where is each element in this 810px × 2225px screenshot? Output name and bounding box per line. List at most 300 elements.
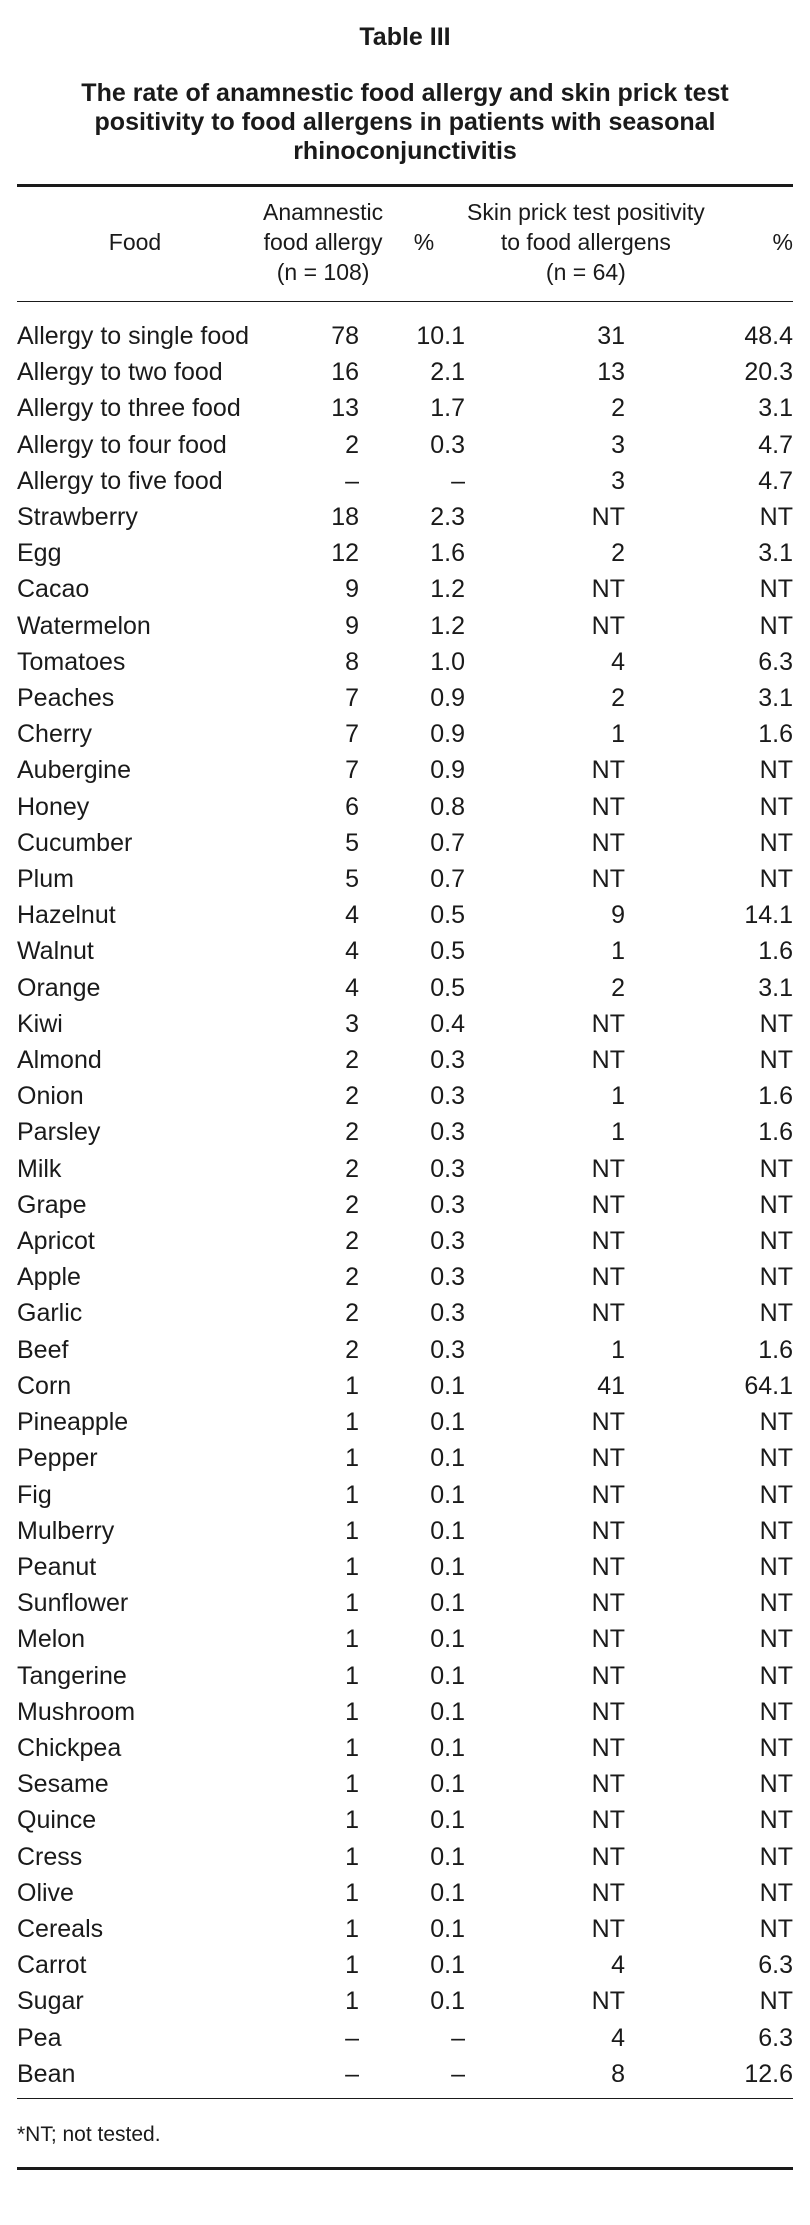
cell-percent-spt: 4.7 bbox=[758, 430, 793, 459]
cell-percent-spt: 14.1 bbox=[744, 901, 793, 930]
cell-percent-spt: NT bbox=[759, 611, 793, 640]
cell-anamnestic: 2 bbox=[345, 1335, 359, 1364]
cell-percent-spt: 64.1 bbox=[744, 1371, 793, 1400]
cell-skin-prick-test: 13 bbox=[597, 358, 625, 387]
cell-anamnestic: 6 bbox=[345, 792, 359, 821]
cell-food: Pea bbox=[17, 2023, 62, 2052]
cell-skin-prick-test: 1 bbox=[611, 1335, 625, 1364]
cell-percent-spt: NT bbox=[759, 1914, 793, 1943]
table-row bbox=[17, 1223, 793, 1259]
cell-anamnestic: 1 bbox=[345, 1697, 359, 1726]
table-row bbox=[17, 789, 793, 825]
cell-food: Tomatoes bbox=[17, 647, 126, 676]
cell-percent-spt: 1.6 bbox=[758, 1118, 793, 1147]
body-bottom-rule bbox=[17, 2098, 793, 2099]
table-row bbox=[17, 2056, 793, 2092]
cell-anamnestic: 1 bbox=[345, 1914, 359, 1943]
cell-percent-spt: NT bbox=[759, 1878, 793, 1907]
cell-skin-prick-test: NT bbox=[591, 1987, 625, 2016]
cell-percent-spt: NT bbox=[759, 1589, 793, 1618]
table-row bbox=[17, 1658, 793, 1694]
cell-percent-anamnestic: 0.4 bbox=[430, 1009, 465, 1038]
table-row bbox=[17, 1295, 793, 1331]
cell-anamnestic: 1 bbox=[345, 1878, 359, 1907]
table-row bbox=[17, 1006, 793, 1042]
table-row bbox=[17, 2020, 793, 2056]
cell-percent-anamnestic: 0.3 bbox=[430, 1118, 465, 1147]
cell-food: Allergy to five food bbox=[17, 466, 223, 495]
cell-skin-prick-test: 1 bbox=[611, 937, 625, 966]
table-row bbox=[17, 1585, 793, 1621]
header-anamnestic bbox=[263, 187, 384, 301]
cell-skin-prick-test: NT bbox=[591, 1408, 625, 1437]
cell-food: Sunflower bbox=[17, 1589, 129, 1618]
cell-anamnestic: 1 bbox=[345, 1516, 359, 1545]
cell-percent-anamnestic: 0.3 bbox=[430, 1154, 465, 1183]
cell-anamnestic: 7 bbox=[345, 720, 359, 749]
cell-percent-anamnestic: 0.1 bbox=[430, 1589, 465, 1618]
footnote: *NT; not tested. bbox=[17, 2122, 161, 2146]
cell-anamnestic: 12 bbox=[331, 539, 359, 568]
cell-percent-anamnestic: 0.1 bbox=[430, 1697, 465, 1726]
cell-anamnestic: 1 bbox=[345, 1733, 359, 1762]
cell-food: Pineapple bbox=[17, 1408, 129, 1437]
cell-percent-anamnestic: 2.3 bbox=[430, 503, 465, 532]
cell-percent-spt: NT bbox=[759, 1625, 793, 1654]
cell-percent-anamnestic: 2.1 bbox=[430, 358, 465, 387]
cell-food: Peanut bbox=[17, 1552, 97, 1581]
cell-food: Honey bbox=[17, 792, 90, 821]
cell-food: Fig bbox=[17, 1480, 52, 1509]
cell-food: Beef bbox=[17, 1335, 69, 1364]
cell-anamnestic: 1 bbox=[345, 1661, 359, 1690]
header-anamnestic-line1: Anamnestic bbox=[263, 199, 384, 225]
cell-food: Mulberry bbox=[17, 1516, 115, 1545]
cell-skin-prick-test: NT bbox=[591, 1046, 625, 1075]
table-row bbox=[17, 1513, 793, 1549]
table-row bbox=[17, 825, 793, 861]
cell-skin-prick-test: NT bbox=[591, 1480, 625, 1509]
header-spt-line2: to food allergens bbox=[500, 229, 671, 255]
cell-skin-prick-test: NT bbox=[591, 1227, 625, 1256]
cell-skin-prick-test: NT bbox=[591, 1661, 625, 1690]
cell-food: Cucumber bbox=[17, 828, 133, 857]
cell-percent-spt: NT bbox=[759, 1444, 793, 1473]
cell-anamnestic: 1 bbox=[345, 1408, 359, 1437]
cell-percent-spt: 1.6 bbox=[758, 720, 793, 749]
cell-percent-spt: 6.3 bbox=[758, 647, 793, 676]
cell-skin-prick-test: 2 bbox=[611, 684, 625, 713]
cell-percent-spt: NT bbox=[759, 1154, 793, 1183]
cell-percent-anamnestic: 0.1 bbox=[430, 1806, 465, 1835]
cell-skin-prick-test: NT bbox=[591, 575, 625, 604]
table-row bbox=[17, 933, 793, 969]
cell-percent-anamnestic: 1.2 bbox=[430, 575, 465, 604]
cell-skin-prick-test: 1 bbox=[611, 1118, 625, 1147]
cell-percent-anamnestic: 1.7 bbox=[430, 394, 465, 423]
cell-skin-prick-test: NT bbox=[591, 1625, 625, 1654]
cell-food: Grape bbox=[17, 1190, 87, 1219]
cell-food: Kiwi bbox=[17, 1009, 63, 1038]
table-row bbox=[17, 861, 793, 897]
table-row bbox=[17, 1802, 793, 1838]
cell-anamnestic: 5 bbox=[345, 828, 359, 857]
cell-percent-anamnestic: 0.3 bbox=[430, 430, 465, 459]
cell-food: Parsley bbox=[17, 1118, 101, 1147]
table-row bbox=[17, 716, 793, 752]
table-row bbox=[17, 390, 793, 426]
cell-anamnestic: 1 bbox=[345, 1951, 359, 1980]
cell-percent-spt: NT bbox=[759, 828, 793, 857]
cell-anamnestic: 7 bbox=[345, 756, 359, 785]
table-row bbox=[17, 463, 793, 499]
food-allergy-table bbox=[17, 187, 793, 301]
cell-skin-prick-test: 1 bbox=[611, 1082, 625, 1111]
table-row bbox=[17, 897, 793, 933]
cell-percent-spt: NT bbox=[759, 1299, 793, 1328]
cell-skin-prick-test: NT bbox=[591, 1299, 625, 1328]
cell-food: Peaches bbox=[17, 684, 115, 713]
cell-percent-spt: 3.1 bbox=[758, 973, 793, 1002]
cell-food: Almond bbox=[17, 1046, 102, 1075]
cell-anamnestic: 1 bbox=[345, 1552, 359, 1581]
cell-skin-prick-test: NT bbox=[591, 1589, 625, 1618]
header-percent-anamnestic: % bbox=[413, 229, 435, 255]
cell-skin-prick-test: 3 bbox=[611, 430, 625, 459]
table-row bbox=[17, 1368, 793, 1404]
cell-food: Watermelon bbox=[17, 611, 151, 640]
header-skin-prick-test bbox=[467, 187, 705, 301]
cell-percent-spt: NT bbox=[759, 1661, 793, 1690]
food-allergy-table-body bbox=[17, 318, 793, 2092]
cell-food: Apricot bbox=[17, 1227, 95, 1256]
cell-percent-anamnestic: 0.3 bbox=[430, 1263, 465, 1292]
cell-skin-prick-test: 8 bbox=[611, 2059, 625, 2088]
cell-percent-spt: NT bbox=[759, 1190, 793, 1219]
cell-anamnestic: 1 bbox=[345, 1480, 359, 1509]
cell-percent-anamnestic: 0.3 bbox=[430, 1335, 465, 1364]
cell-anamnestic: 1 bbox=[345, 1842, 359, 1871]
cell-skin-prick-test: NT bbox=[591, 1697, 625, 1726]
cell-anamnestic: 4 bbox=[345, 937, 359, 966]
header-spt-line3: (n = 64) bbox=[545, 259, 626, 285]
cell-food: Aubergine bbox=[17, 756, 131, 785]
table-row bbox=[17, 1730, 793, 1766]
cell-percent-spt: NT bbox=[759, 1733, 793, 1762]
cell-percent-anamnestic: – bbox=[451, 2059, 465, 2088]
cell-percent-anamnestic: 0.5 bbox=[430, 973, 465, 1002]
table-row bbox=[17, 1078, 793, 1114]
cell-percent-anamnestic: 0.1 bbox=[430, 1951, 465, 1980]
cell-skin-prick-test: NT bbox=[591, 865, 625, 894]
cell-percent-spt: 12.6 bbox=[744, 2059, 793, 2088]
table-row bbox=[17, 970, 793, 1006]
table-row bbox=[17, 535, 793, 571]
cell-skin-prick-test: 2 bbox=[611, 973, 625, 1002]
cell-percent-spt: 3.1 bbox=[758, 684, 793, 713]
table-row bbox=[17, 1440, 793, 1476]
table-row bbox=[17, 1983, 793, 2019]
cell-percent-anamnestic: – bbox=[451, 2023, 465, 2052]
cell-percent-spt: NT bbox=[759, 1770, 793, 1799]
table-row bbox=[17, 1187, 793, 1223]
cell-percent-anamnestic: 0.8 bbox=[430, 792, 465, 821]
cell-skin-prick-test: 4 bbox=[611, 1951, 625, 1980]
cell-percent-spt: NT bbox=[759, 792, 793, 821]
cell-skin-prick-test: NT bbox=[591, 503, 625, 532]
header-percent-spt: % bbox=[772, 229, 793, 255]
cell-food: Cereals bbox=[17, 1914, 104, 1943]
cell-percent-spt: 4.7 bbox=[758, 466, 793, 495]
cell-food: Onion bbox=[17, 1082, 84, 1111]
cell-food: Carrot bbox=[17, 1951, 87, 1980]
cell-skin-prick-test: NT bbox=[591, 1733, 625, 1762]
cell-anamnestic: 5 bbox=[345, 865, 359, 894]
cell-percent-anamnestic: 0.1 bbox=[430, 1408, 465, 1437]
cell-skin-prick-test: NT bbox=[591, 1914, 625, 1943]
cell-percent-spt: 6.3 bbox=[758, 2023, 793, 2052]
cell-food: Melon bbox=[17, 1625, 86, 1654]
cell-food: Chickpea bbox=[17, 1733, 122, 1762]
table-row bbox=[17, 752, 793, 788]
cell-food: Apple bbox=[17, 1263, 81, 1292]
cell-percent-anamnestic: 0.9 bbox=[430, 684, 465, 713]
cell-percent-anamnestic: 0.1 bbox=[430, 1552, 465, 1581]
cell-percent-anamnestic: 0.1 bbox=[430, 1516, 465, 1545]
cell-percent-anamnestic: 0.5 bbox=[430, 937, 465, 966]
cell-percent-spt: NT bbox=[759, 1987, 793, 2016]
cell-food: Sugar bbox=[17, 1987, 84, 2016]
cell-percent-spt: NT bbox=[759, 1806, 793, 1835]
cell-skin-prick-test: NT bbox=[591, 1806, 625, 1835]
cell-anamnestic: 13 bbox=[331, 394, 359, 423]
table-row bbox=[17, 427, 793, 463]
table-row bbox=[17, 1766, 793, 1802]
cell-anamnestic: 2 bbox=[345, 1299, 359, 1328]
table-row bbox=[17, 1839, 793, 1875]
cell-percent-anamnestic: 0.1 bbox=[430, 1733, 465, 1762]
cell-anamnestic: 2 bbox=[345, 1263, 359, 1292]
cell-food: Allergy to two food bbox=[17, 358, 223, 387]
cell-food: Mushroom bbox=[17, 1697, 136, 1726]
cell-anamnestic: 2 bbox=[345, 1227, 359, 1256]
cell-percent-anamnestic: 0.1 bbox=[430, 1842, 465, 1871]
cell-percent-anamnestic: 0.7 bbox=[430, 828, 465, 857]
cell-percent-spt: NT bbox=[759, 1842, 793, 1871]
cell-food: Cress bbox=[17, 1842, 83, 1871]
cell-anamnestic: 1 bbox=[345, 1625, 359, 1654]
cell-food: Allergy to three food bbox=[17, 394, 241, 423]
cell-food: Hazelnut bbox=[17, 901, 116, 930]
table-header bbox=[17, 187, 793, 301]
cell-percent-anamnestic: 0.3 bbox=[430, 1082, 465, 1111]
cell-skin-prick-test: 2 bbox=[611, 394, 625, 423]
table-row bbox=[17, 644, 793, 680]
cell-percent-spt: 6.3 bbox=[758, 1951, 793, 1980]
cell-skin-prick-test: 1 bbox=[611, 720, 625, 749]
cell-skin-prick-test: 31 bbox=[597, 322, 625, 350]
cell-anamnestic: – bbox=[345, 2023, 359, 2052]
cell-skin-prick-test: NT bbox=[591, 1444, 625, 1473]
cell-anamnestic: – bbox=[345, 2059, 359, 2088]
cell-skin-prick-test: 4 bbox=[611, 2023, 625, 2052]
table-row bbox=[17, 318, 793, 354]
cell-anamnestic: 2 bbox=[345, 1082, 359, 1111]
cell-percent-anamnestic: 1.6 bbox=[430, 539, 465, 568]
cell-skin-prick-test: NT bbox=[591, 1516, 625, 1545]
cell-percent-spt: 3.1 bbox=[758, 539, 793, 568]
cell-skin-prick-test: NT bbox=[591, 1263, 625, 1292]
bottom-rule bbox=[17, 2167, 793, 2170]
cell-skin-prick-test: NT bbox=[591, 1552, 625, 1581]
table-row bbox=[17, 680, 793, 716]
cell-percent-spt: 20.3 bbox=[744, 358, 793, 387]
table-row bbox=[17, 1947, 793, 1983]
cell-percent-anamnestic: 0.3 bbox=[430, 1190, 465, 1219]
cell-food: Bean bbox=[17, 2059, 76, 2088]
cell-food: Allergy to single food bbox=[17, 322, 250, 350]
table-title: The rate of anamnestic food allergy and skin prick test positivity to food allergens in patients with seasonal rhinoconjunctivitis bbox=[81, 79, 729, 165]
cell-percent-anamnestic: 0.1 bbox=[430, 1444, 465, 1473]
cell-percent-anamnestic: 0.1 bbox=[430, 1480, 465, 1509]
cell-percent-anamnestic: 0.1 bbox=[430, 1661, 465, 1690]
cell-skin-prick-test: NT bbox=[591, 756, 625, 785]
cell-food: Strawberry bbox=[17, 503, 138, 532]
cell-percent-spt: NT bbox=[759, 1408, 793, 1437]
table-label: Table III bbox=[359, 23, 451, 51]
cell-percent-spt: NT bbox=[759, 575, 793, 604]
table-row bbox=[17, 499, 793, 535]
cell-food: Milk bbox=[17, 1154, 62, 1183]
table-row bbox=[17, 1621, 793, 1657]
table-row bbox=[17, 571, 793, 607]
cell-anamnestic: 2 bbox=[345, 1154, 359, 1183]
cell-anamnestic: 1 bbox=[345, 1770, 359, 1799]
cell-anamnestic: 7 bbox=[345, 684, 359, 713]
cell-percent-spt: NT bbox=[759, 1046, 793, 1075]
cell-percent-anamnestic: – bbox=[451, 466, 465, 495]
cell-percent-spt: NT bbox=[759, 865, 793, 894]
cell-skin-prick-test: NT bbox=[591, 1190, 625, 1219]
cell-percent-anamnestic: 0.9 bbox=[430, 720, 465, 749]
table-body bbox=[17, 318, 793, 2092]
cell-food: Garlic bbox=[17, 1299, 83, 1328]
cell-anamnestic: 3 bbox=[345, 1009, 359, 1038]
cell-percent-anamnestic: 1.2 bbox=[430, 611, 465, 640]
cell-percent-spt: 48.4 bbox=[744, 322, 793, 350]
cell-anamnestic: 2 bbox=[345, 1190, 359, 1219]
table-row bbox=[17, 1911, 793, 1947]
cell-food: Cacao bbox=[17, 575, 90, 604]
cell-skin-prick-test: NT bbox=[591, 1770, 625, 1799]
cell-percent-spt: NT bbox=[759, 1263, 793, 1292]
table-row bbox=[17, 1259, 793, 1295]
cell-food: Plum bbox=[17, 865, 74, 894]
cell-anamnestic: 2 bbox=[345, 1046, 359, 1075]
cell-anamnestic: 16 bbox=[331, 358, 359, 387]
cell-food: Corn bbox=[17, 1371, 72, 1400]
cell-skin-prick-test: NT bbox=[591, 1842, 625, 1871]
table-row bbox=[17, 1114, 793, 1150]
cell-percent-anamnestic: 0.1 bbox=[430, 1770, 465, 1799]
header-anamnestic-line3: (n = 108) bbox=[276, 259, 370, 285]
cell-percent-anamnestic: 0.1 bbox=[430, 1987, 465, 2016]
cell-percent-anamnestic: 0.1 bbox=[430, 1914, 465, 1943]
cell-anamnestic: 1 bbox=[345, 1987, 359, 2016]
cell-percent-spt: NT bbox=[759, 1697, 793, 1726]
cell-anamnestic: 4 bbox=[345, 901, 359, 930]
cell-food: Allergy to four food bbox=[17, 430, 227, 459]
cell-food: Cherry bbox=[17, 720, 93, 749]
cell-percent-anamnestic: 0.1 bbox=[430, 1371, 465, 1400]
cell-percent-spt: NT bbox=[759, 503, 793, 532]
cell-percent-anamnestic: 0.3 bbox=[430, 1299, 465, 1328]
cell-anamnestic: 9 bbox=[345, 575, 359, 604]
cell-percent-spt: 1.6 bbox=[758, 1335, 793, 1364]
header-row bbox=[17, 187, 793, 301]
cell-skin-prick-test: 41 bbox=[597, 1371, 625, 1400]
cell-percent-anamnestic: 0.5 bbox=[430, 901, 465, 930]
cell-percent-anamnestic: 0.1 bbox=[430, 1625, 465, 1654]
header-spt-line1: Skin prick test positivity bbox=[467, 199, 705, 225]
cell-anamnestic: 1 bbox=[345, 1444, 359, 1473]
cell-percent-spt: 3.1 bbox=[758, 394, 793, 423]
cell-percent-anamnestic: 1.0 bbox=[430, 647, 465, 676]
cell-percent-spt: NT bbox=[759, 1516, 793, 1545]
cell-skin-prick-test: 2 bbox=[611, 539, 625, 568]
cell-skin-prick-test: NT bbox=[591, 611, 625, 640]
cell-percent-anamnestic: 0.7 bbox=[430, 865, 465, 894]
cell-skin-prick-test: NT bbox=[591, 1878, 625, 1907]
cell-anamnestic: 2 bbox=[345, 1118, 359, 1147]
cell-percent-spt: 1.6 bbox=[758, 937, 793, 966]
cell-food: Sesame bbox=[17, 1770, 109, 1799]
cell-skin-prick-test: NT bbox=[591, 828, 625, 857]
cell-skin-prick-test: 9 bbox=[611, 901, 625, 930]
cell-percent-anamnestic: 0.1 bbox=[430, 1878, 465, 1907]
cell-food: Tangerine bbox=[17, 1661, 127, 1690]
table-row bbox=[17, 608, 793, 644]
table-row bbox=[17, 1151, 793, 1187]
cell-skin-prick-test: NT bbox=[591, 792, 625, 821]
cell-anamnestic: 1 bbox=[345, 1371, 359, 1400]
cell-anamnestic: – bbox=[345, 466, 359, 495]
cell-food: Walnut bbox=[17, 937, 94, 966]
cell-anamnestic: 2 bbox=[345, 430, 359, 459]
cell-food: Egg bbox=[17, 539, 62, 568]
cell-percent-spt: NT bbox=[759, 1009, 793, 1038]
cell-percent-anamnestic: 0.3 bbox=[430, 1227, 465, 1256]
cell-food: Orange bbox=[17, 973, 101, 1002]
cell-skin-prick-test: 3 bbox=[611, 466, 625, 495]
cell-skin-prick-test: NT bbox=[591, 1009, 625, 1038]
cell-anamnestic: 1 bbox=[345, 1589, 359, 1618]
cell-percent-spt: 1.6 bbox=[758, 1082, 793, 1111]
cell-anamnestic: 1 bbox=[345, 1806, 359, 1835]
table-row bbox=[17, 1875, 793, 1911]
table-row bbox=[17, 1549, 793, 1585]
table-row bbox=[17, 1404, 793, 1440]
cell-percent-anamnestic: 0.3 bbox=[430, 1046, 465, 1075]
table-row bbox=[17, 1477, 793, 1513]
cell-anamnestic: 4 bbox=[345, 973, 359, 1002]
cell-food: Olive bbox=[17, 1878, 74, 1907]
cell-anamnestic: 18 bbox=[331, 503, 359, 532]
cell-anamnestic: 8 bbox=[345, 647, 359, 676]
table-row bbox=[17, 354, 793, 390]
table-row bbox=[17, 1332, 793, 1368]
cell-anamnestic: 9 bbox=[345, 611, 359, 640]
